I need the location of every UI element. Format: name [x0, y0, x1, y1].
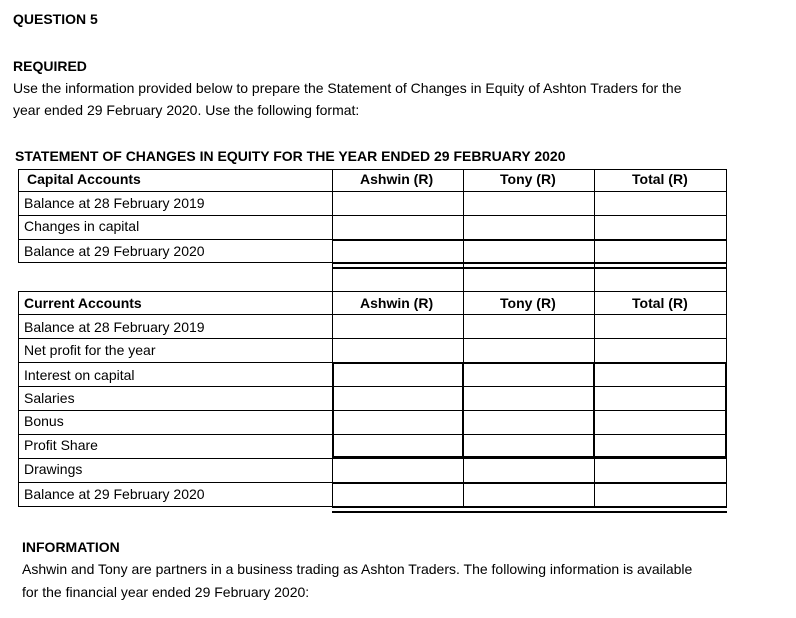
- table-rule: [332, 262, 727, 264]
- table-rule: [332, 506, 727, 508]
- table-rule: [18, 191, 727, 192]
- table-rule: [725, 362, 727, 458]
- table-rule: [18, 215, 727, 216]
- capital-col-total: Total (R): [632, 171, 688, 187]
- current-accounts-header: Current Accounts: [24, 295, 142, 311]
- table-rule: [18, 458, 727, 459]
- capital-col-tony: Tony (R): [500, 171, 556, 187]
- current-col-ashwin: Ashwin (R): [360, 295, 434, 311]
- capital-row-label: Balance at 29 February 2020: [24, 243, 205, 259]
- table-rule: [18, 386, 727, 387]
- table-rule: [332, 267, 727, 269]
- question-label: QUESTION 5: [13, 11, 98, 27]
- capital-row-label: Changes in capital: [24, 218, 140, 234]
- table-rule: [463, 169, 464, 291]
- table-rule: [726, 169, 727, 263]
- table-rule: [594, 169, 595, 291]
- current-row-label: Net profit for the year: [24, 342, 156, 358]
- current-row-label: Salaries: [24, 390, 75, 406]
- table-rule: [18, 291, 727, 292]
- table-rule: [462, 362, 464, 458]
- table-rule: [332, 482, 727, 484]
- table-rule: [332, 511, 727, 513]
- information-heading: INFORMATION: [22, 539, 120, 555]
- information-line-1: Ashwin and Tony are partners in a business trading as Ashton Traders. The following information is available: [22, 561, 693, 577]
- table-rule: [18, 338, 727, 339]
- current-row-label: Interest on capital: [24, 367, 135, 383]
- table-rule: [18, 314, 727, 315]
- current-row-label: Bonus: [24, 413, 64, 429]
- current-col-total: Total (R): [632, 295, 688, 311]
- table-rule: [332, 239, 727, 241]
- current-col-tony: Tony (R): [500, 295, 556, 311]
- table-rule: [18, 434, 727, 435]
- table-rule: [18, 410, 727, 411]
- capital-col-ashwin: Ashwin (R): [360, 171, 434, 187]
- required-heading: REQUIRED: [13, 58, 87, 74]
- table-rule: [332, 456, 727, 458]
- information-line-2: for the financial year ended 29 February 2020:: [22, 584, 310, 600]
- table-rule: [593, 362, 595, 458]
- capital-row-label: Balance at 28 February 2019: [24, 195, 205, 211]
- table-rule: [332, 362, 334, 458]
- table-rule: [332, 362, 727, 364]
- capital-accounts-header: Capital Accounts: [27, 171, 141, 187]
- current-row-label: Balance at 29 February 2020: [24, 486, 205, 502]
- current-row-label: Profit Share: [24, 437, 98, 453]
- table-rule: [332, 169, 333, 291]
- table-rule: [18, 262, 332, 263]
- instruction-line-2: year ended 29 February 2020. Use the following format:: [13, 102, 360, 118]
- table-rule: [18, 169, 727, 170]
- instruction-line-1: Use the information provided below to prepare the Statement of Changes in Equity of Ashton Traders for the: [13, 80, 682, 96]
- current-row-label: Balance at 28 February 2019: [24, 319, 205, 335]
- table-rule: [18, 169, 19, 263]
- current-row-label: Drawings: [24, 461, 83, 477]
- table-rule: [726, 262, 727, 291]
- table-rule: [18, 291, 19, 507]
- statement-title: STATEMENT OF CHANGES IN EQUITY FOR THE YEAR ENDED 29 FEBRUARY 2020: [15, 148, 566, 164]
